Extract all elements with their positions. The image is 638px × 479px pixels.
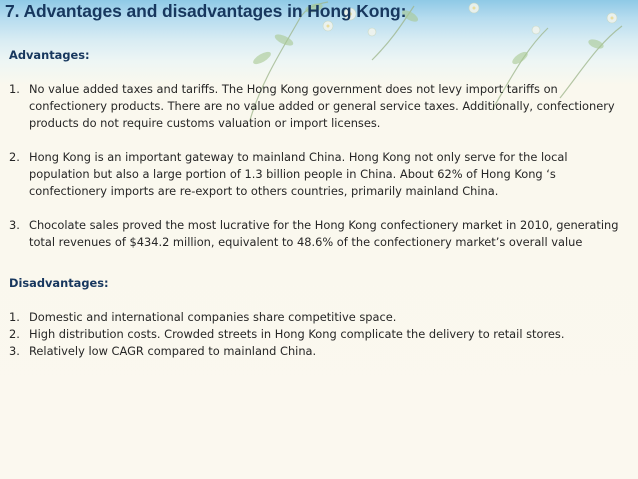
item-number: 1. — [9, 82, 20, 96]
item-text: Domestic and international companies share competitive space. — [29, 310, 397, 324]
item-text: No value added taxes and tariffs. The Hong Kong government does not levy import tariffs on confectionery products. There are no value added or general service taxes. Additionally, confectionery products do not require customs valuation or import licenses. — [29, 82, 615, 130]
item-text: High distribution costs. Crowded streets in Hong Kong complicate the delivery to retail stores. — [29, 327, 565, 341]
list-item — [9, 326, 631, 343]
item-text: Relatively low CAGR compared to mainland China. — [29, 344, 317, 358]
item-number: 3. — [9, 344, 20, 358]
advantages-heading: Advantages: — [9, 48, 90, 62]
list-item — [9, 149, 631, 200]
item-number: 3. — [9, 218, 20, 232]
slide-body — [9, 47, 631, 360]
item-number: 1. — [9, 310, 20, 324]
item-text: Chocolate sales proved the most lucrative for the Hong Kong confectionery market in 2010, generating total revenues of $434.2 million, equivalent to 48.6% of the confectionery market’s overall value — [29, 218, 619, 249]
list-item — [9, 217, 631, 251]
item-number: 2. — [9, 327, 20, 341]
slide-title: 7. Advantages and disadvantages in Hong Kong: — [5, 1, 407, 21]
item-text: Hong Kong is an important gateway to mainland China. Hong Kong not only serve for the local population but also a large portion of 1.3 billion people in China. About 62% of Hong Kong ‘s confectionery imports are re-export to others countries, primarily mainland China. — [29, 150, 568, 198]
list-item — [9, 309, 631, 326]
list-item — [9, 81, 631, 132]
item-number: 2. — [9, 150, 20, 164]
list-item — [9, 343, 631, 360]
disadvantages-heading: Disadvantages: — [9, 276, 109, 290]
